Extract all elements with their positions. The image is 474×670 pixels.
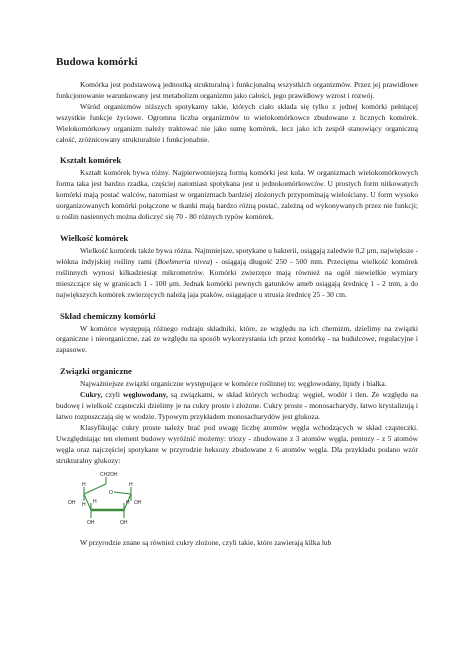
c2-oh-label: OH — [120, 520, 128, 527]
chemistry-paragraph: W komórce występują różnego rodzaju składniki, które, ze względu na ich chemizm, dzielimy na związki organiczne i nieorganiczne, zaś ze względu na sposób wykorzystania ich przez komórkę - na budulcowe, regulacyjne i zapasowe. — [56, 323, 418, 355]
glucose-structure-diagram — [56, 470, 156, 532]
organic-section — [56, 366, 418, 549]
c5-h-label: H — [82, 482, 86, 489]
document-content — [56, 56, 418, 559]
size-heading: Wielkość komórek — [60, 232, 129, 243]
sugars-description: są związkami, w skład których wchodzą: węgiel, wodór i tlen. Ze względu na budowę i wielkość cząsteczki dzielimy je na cukry proste i złożone. Cukry proste - monosacharydy, łatwo krystalizują i łatwo rozpuszczają się w wodzie. Typowym przykładem monosacharydów jest glukoza. — [56, 390, 418, 421]
species-name: Boehmeria nivea — [157, 256, 210, 266]
organic-paragraph-1: Najważniejsze związki organiczne występujące w komórce roślinnej to: węglowodany, lipidy i białka. — [80, 379, 387, 389]
shape-heading: Kształt komórek — [60, 155, 122, 166]
c3-h-label: H — [93, 499, 97, 506]
carbohydrates-term: węglowodany, — [123, 390, 168, 400]
size-paragraph — [56, 246, 418, 301]
size-text-before: Wielkość komórek także bywa różna. Najmniejsze, spotykane u bakterii, osiągają zaledwie 0,2 μm, największe - włókna indyjskiej rośliny rami ( — [56, 245, 418, 266]
organic-heading: Związki organiczne — [60, 366, 132, 377]
c4-oh-label: OH — [68, 500, 76, 507]
shape-section — [56, 155, 418, 223]
ring-oxygen-label: O — [109, 490, 113, 497]
ch2oh-label: CH2OH — [100, 472, 118, 479]
chemistry-heading: Skład chemiczny komórki — [60, 310, 156, 321]
c3-oh-label: OH — [87, 520, 95, 527]
organic-paragraph-2 — [56, 390, 418, 423]
c1-h-label: H — [129, 482, 133, 489]
intro-paragraph-1: Komórka jest podstawową jednostką strukturalną i funkcjonalną wszystkich organizmów. Przez jej prawidłowe funkcjonowanie warunkowany jest metabolizm organizmu jako całości, jego prawidłowy wzrost i rozwój. — [56, 80, 418, 100]
organic-paragraph-3: Klasyfikując cukry proste należy brać pod uwagę liczbę atomów węgla wchodzących w skład cząsteczki. Uwzględniając ten element budowy wyróżnić możemy: triozy - zbudowane z 3 atomów węgla, pentozy - z 5 atomów węgla oraz najczęściej spotykane w przyrodzie heksozy zbudowane z 6 atomów węgla. Dla przykładu podano wzór strukturalny glukozy: — [56, 422, 418, 465]
c1-oh-label: OH — [134, 500, 142, 507]
intro-paragraph-2: Wśród organizmów niższych spotykamy takie, których ciało składa się tylko z jednej komórki pełniącej wszystkie funkcje życiowe. Ogromna liczba organizmów to wielokomórkowce zbudowane z licznych komórek. Wielokomórkowy organizm należy traktować nie jako sumę komórek, lecz jako ich zespół stanowiący organiczną całość, zróżnicowany strukturalnie i funkcjonalnie. — [56, 101, 418, 144]
sugars-connector: czyli — [102, 390, 124, 400]
sugars-term: Cukry, — [80, 390, 103, 400]
shape-paragraph: Kształt komórek bywa różny. Najpierwotniejszą formą komórki jest kula. W organizmach wielokomórkowych forma taka jest bardzo rzadka, częściej natomiast spotykana jest u jednokomórkowców. U prostych form nitkowatych komórki mają postać walców, natomiast w organizmach bardziej złożonych przypominają wielościany. U form wysoko uorganizowanych komórki połączone w tkanki mają bardzo różną postać, zależną od wykonywanych przez nie funkcji; u roślin nasiennych można doliczyć się 70 - 80 różnych typów komórek. — [56, 168, 418, 222]
glucose-structure-figure — [56, 470, 418, 532]
intro-section — [56, 80, 418, 145]
size-section — [56, 233, 418, 301]
page-title: Budowa komórki — [56, 56, 138, 68]
chemistry-section — [56, 311, 418, 357]
c2-h-label: H — [126, 500, 130, 507]
c4-h-label: H — [82, 502, 86, 509]
organic-paragraph-4: W przyrodzie znane są również cukry złożone, czyli takie, które zawierają kilka lub — [80, 538, 332, 548]
size-text-after: ) - osiągają długość 250 - 500 mm. Przeciętna wielkość komórek roślinnych wynosi kilkadziesiąt mikrometrów. Komórki zwierzęce mają również na ogół niewielkie wymiary mieszczące się w granicach 1 - 100 μm. Jednak komórki pewnych gatunków ameb osiągają średnicę 1 - 2 mm, a do największych komórek zwierzęcych należą jaja ptaków, osiągające u strusia średnicę 25 - 30 cm. — [56, 256, 418, 299]
